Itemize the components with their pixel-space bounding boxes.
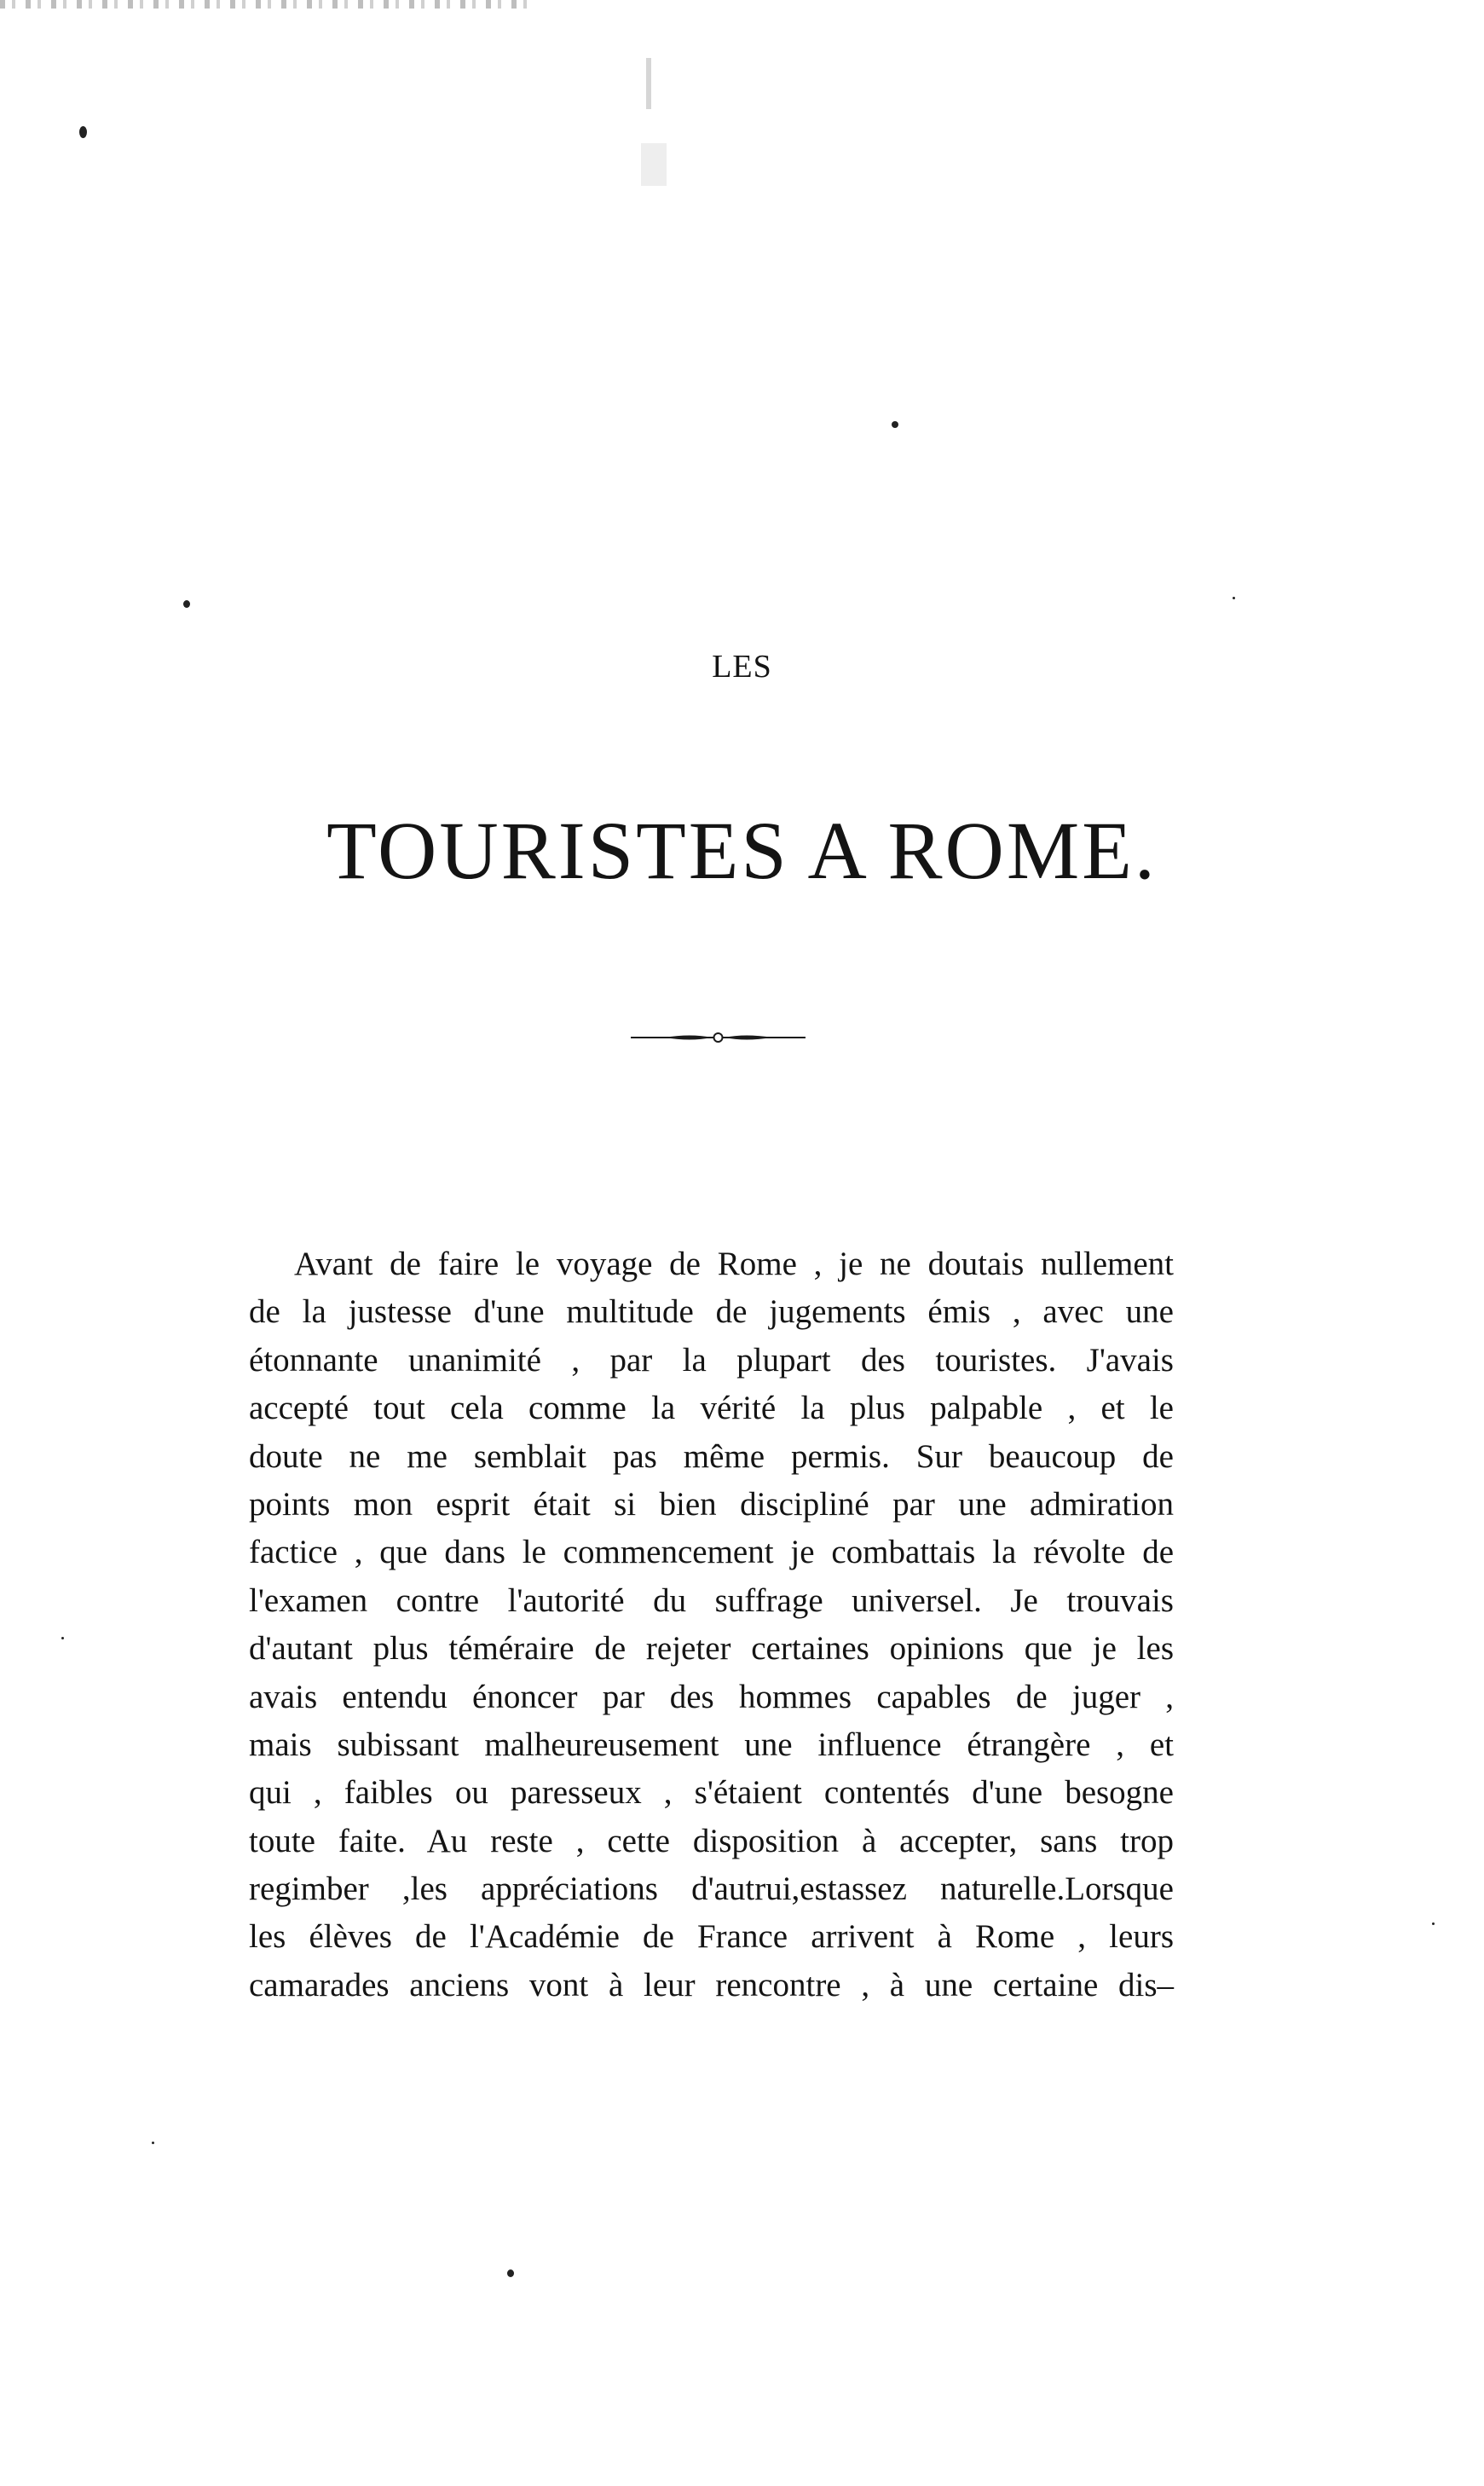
page-heading-small: LES [712,649,772,685]
scan-speck [61,1637,64,1639]
paragraph-line: accepté tout cela comme la vérité la plus palpable , et le [249,1390,1174,1427]
paragraph-line: étonnante unanimité , par la plupart des touristes. J'avais [249,1341,1174,1379]
scan-speck [183,600,190,608]
paragraph-line: de la justesse d'une multitude de jugements émis , avec une [249,1293,1174,1331]
scan-speck [1432,1922,1435,1925]
paragraph-line: regimber ,les appréciations d'autrui,estassez naturelle.Lorsque [249,1870,1174,1908]
paragraph-line: qui , faibles ou paresseux , s'étaient contentés d'une besogne [249,1774,1174,1812]
scan-speck [152,2142,154,2144]
paragraph-line: camarades anciens vont à leur rencontre , à une certaine dis– [249,1966,1174,2003]
paragraph-line: d'autant plus téméraire de rejeter certaines opinions que je les [249,1630,1174,1668]
scan-speck [79,126,87,138]
ornamental-divider [631,1030,806,1045]
paragraph-line: Avant de faire le voyage de Rome , je ne doutais nullement [294,1246,1174,1282]
paragraph-line: avais entendu énoncer par des hommes capables de juger , [249,1678,1174,1715]
scan-edge-noise [0,0,528,9]
scan-speck [1233,597,1235,599]
paragraph-line: l'examen contre l'autorité du suffrage universel. Je trouvais [249,1581,1174,1619]
scan-smudge [641,143,667,186]
paragraph-line: factice , que dans le commencement je combattais la révolte de [249,1534,1174,1571]
paragraph-line: mais subissant malheureusement une influence étrangère , et [249,1726,1174,1763]
paragraph-line: doute ne me semblait pas même permis. Sur beaucoup de [249,1437,1174,1475]
paragraph-line: les élèves de l'Académie de France arrivent à Rome , leurs [249,1918,1174,1956]
scan-speck [507,2269,514,2277]
scan-smudge [646,58,651,109]
paragraph-line: toute faite. Au reste , cette disposition à accepter, sans trop [249,1822,1174,1859]
page-title: TOURISTES A ROME. [326,805,1158,896]
scan-speck [892,421,898,428]
paragraph-line: points mon esprit était si bien discipliné par une admiration [249,1485,1174,1523]
body-paragraph [249,1240,1174,2009]
